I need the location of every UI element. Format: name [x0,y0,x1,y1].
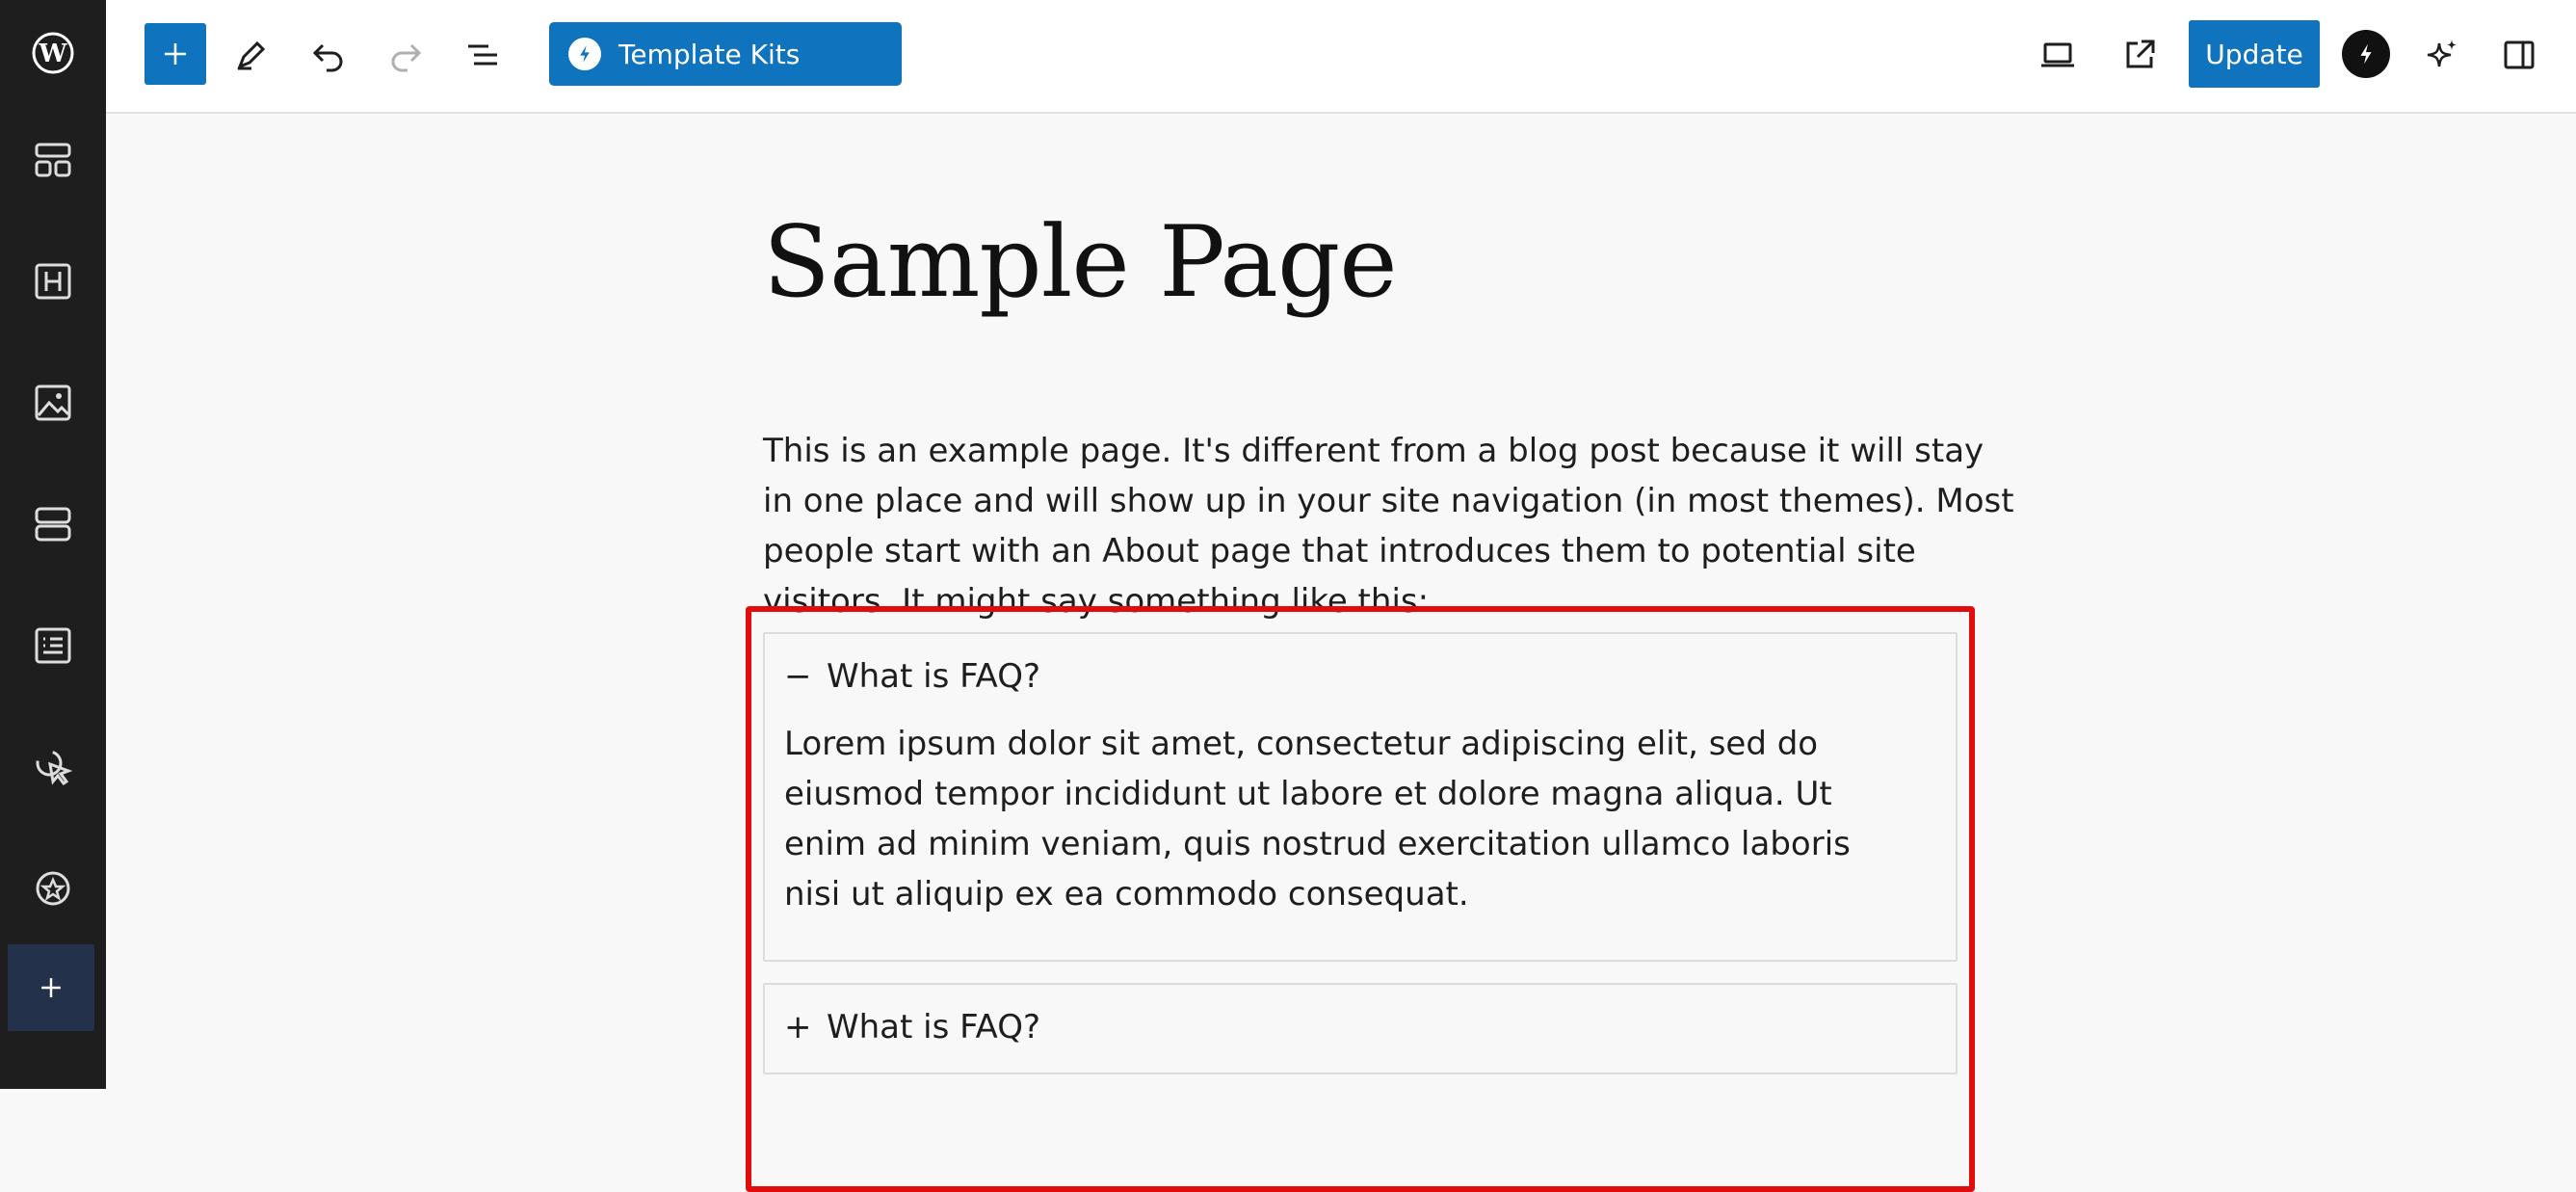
svg-text:W: W [39,40,67,68]
update-button[interactable]: Update [2189,20,2320,88]
image-icon[interactable] [0,350,106,456]
intro-paragraph[interactable]: This is an example page. It's different from a blog post because it will stay in one place and will show up in your site navigation (in most themes). Most people start with an About page that introduces them to potential site visitors. It might say something like this: [763,432,2014,621]
form-icon[interactable] [0,593,106,699]
s-logo-icon[interactable] [2342,30,2390,78]
sidebar-add-button[interactable] [8,944,94,1031]
faq-item-expanded[interactable] [763,632,1958,962]
editor-sidebar [0,0,106,1089]
redo-icon[interactable] [376,25,435,85]
cursor-click-icon[interactable] [0,714,106,820]
faq-expand-toggle[interactable]: + [784,1008,812,1046]
page-title[interactable]: Sample Page [763,205,1397,320]
faq-header[interactable] [765,634,1956,719]
sparkle-icon[interactable] [2412,25,2472,85]
faq-question: What is FAQ? [827,657,1041,696]
add-block-button[interactable] [145,23,206,85]
pencil-icon[interactable] [222,25,281,85]
star-badge-icon[interactable] [0,835,106,941]
editor-toolbar [106,0,2576,114]
heading-icon[interactable] [0,228,106,334]
patterns-icon[interactable] [0,107,106,213]
external-link-icon[interactable] [2110,25,2169,85]
plus-icon [34,970,68,1005]
editor-canvas [106,114,2576,1089]
faq-item-collapsed[interactable] [763,983,1958,1074]
template-kits-label: Template Kits [618,38,801,70]
undo-icon[interactable] [299,25,358,85]
sidebar-toggle-icon[interactable] [2489,25,2549,85]
plus-icon [159,38,192,70]
faq-answer[interactable]: Lorem ipsum dolor sit amet, consectetur adipiscing elit, sed do eiusmod tempor incididunt ut labore et dolore magna aliqua. Ut enim ad minim veniam, quis nostrud exercitation ullamco laboris nisi ut aliquip ex ea commodo consequat. [784,725,1851,914]
faq-collapse-toggle[interactable]: − [784,657,812,696]
list-view-icon[interactable] [453,25,513,85]
desktop-preview-icon[interactable] [2028,25,2088,85]
template-kits-logo-icon [568,38,601,70]
wordpress-logo-icon[interactable] [0,0,106,106]
faq-header[interactable] [765,985,1956,1070]
template-kits-button[interactable] [549,22,902,86]
layout-icon[interactable] [0,471,106,577]
faq-question: What is FAQ? [827,1008,1041,1046]
